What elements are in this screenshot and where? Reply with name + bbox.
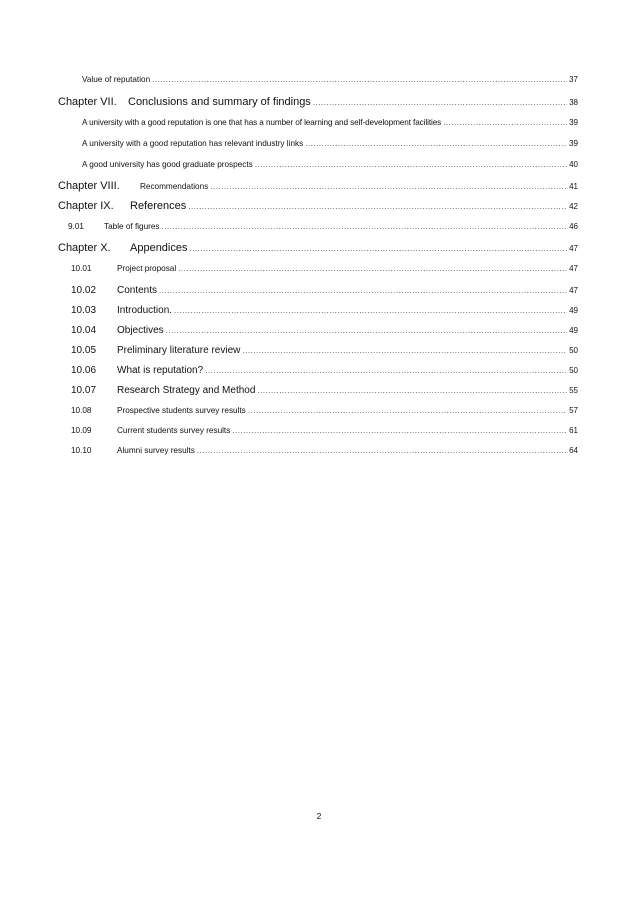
dot-leader [190, 244, 568, 253]
toc-entry-10-04[interactable] [71, 325, 578, 341]
toc-entry-title: Current students survey results [117, 426, 231, 435]
toc-entry-page: 37 [569, 75, 578, 84]
toc-entry-title: A university with a good reputation is one that has a number of learning and self-development facilities [82, 118, 442, 127]
toc-entry-chapter-vii[interactable] [58, 96, 578, 112]
toc-entry-graduate-prospects[interactable] [82, 160, 578, 176]
dot-leader [210, 182, 567, 191]
toc-entry-title: A university with a good reputation has relevant industry links [82, 139, 304, 148]
toc-entry-label: Chapter IX. [58, 200, 114, 212]
toc-entry-page: 49 [569, 306, 578, 315]
toc-entry-page: 41 [569, 182, 578, 191]
dot-leader [188, 202, 567, 211]
dot-leader [242, 346, 567, 355]
toc-entry-label: 10.07 [71, 385, 97, 396]
dot-leader [166, 326, 567, 335]
toc-entry-title: Preliminary literature review [117, 345, 241, 356]
toc-entry-label: 10.06 [71, 365, 97, 376]
dot-leader [255, 160, 567, 169]
toc-entry-title: Contents [117, 285, 158, 296]
dot-leader [162, 222, 568, 231]
toc-entry-label: 10.03 [71, 305, 97, 316]
toc-entry-value-of-reputation[interactable] [82, 75, 578, 91]
toc-entry-title: Project proposal [117, 264, 177, 273]
toc-entry-page: 39 [569, 118, 578, 127]
toc-entry-label: 10.10 [71, 446, 92, 455]
toc-entry-page: 40 [569, 160, 578, 169]
toc-entry-title: Prospective students survey results [117, 406, 246, 415]
toc-entry-learning-facilities[interactable] [82, 118, 578, 134]
toc-entry-10-06[interactable] [71, 365, 578, 381]
dot-leader [159, 286, 567, 295]
toc-entry-title: What is reputation? [117, 365, 204, 376]
toc-entry-page: 50 [569, 366, 578, 375]
toc-entry-title: Objectives [117, 325, 164, 336]
toc-entry-10-05[interactable] [71, 345, 578, 361]
toc-entry-page: 57 [569, 406, 578, 415]
dot-leader [257, 386, 567, 395]
toc-entry-chapter-ix[interactable] [58, 200, 578, 216]
toc-entry-page: 49 [569, 326, 578, 335]
dot-leader [197, 446, 567, 455]
toc-entry-title: Research Strategy and Method [117, 385, 256, 396]
toc-entry-title: Appendices [130, 242, 188, 254]
toc-entry-title: Table of figures [104, 222, 160, 231]
dot-leader [443, 118, 567, 127]
dot-leader [174, 306, 567, 315]
toc-entry-10-01[interactable] [71, 264, 578, 280]
toc-entry-title: A good university has good graduate prospects [82, 160, 253, 169]
toc-entry-10-03[interactable] [71, 305, 578, 321]
toc-entry-title: Alumni survey results [117, 446, 195, 455]
toc-entry-page: 38 [569, 98, 578, 107]
toc-entry-label: 10.08 [71, 406, 92, 415]
toc-entry-title: Value of reputation [82, 75, 151, 84]
toc-entry-page: 47 [569, 286, 578, 295]
dot-leader [313, 98, 567, 107]
dot-leader [305, 139, 567, 148]
toc-entry-page: 55 [569, 386, 578, 395]
toc-entry-title: Introduction. [117, 305, 173, 316]
toc-entry-label: 10.05 [71, 345, 97, 356]
toc-entry-page: 46 [569, 222, 578, 231]
toc-entry-title: References [130, 200, 187, 212]
toc-entry-label: 10.09 [71, 426, 92, 435]
dot-leader [232, 426, 567, 435]
toc-entry-industry-links[interactable] [82, 139, 578, 155]
toc-entry-10-02[interactable] [71, 285, 578, 301]
dot-leader [178, 264, 567, 273]
toc-entry-label: 10.01 [71, 264, 92, 273]
toc-entry-page: 39 [569, 139, 578, 148]
toc-entry-9-01[interactable] [68, 222, 578, 238]
toc-entry-page: 47 [569, 264, 578, 273]
toc-entry-10-10[interactable] [71, 446, 578, 462]
toc-entry-10-08[interactable] [71, 406, 578, 422]
toc-entry-label: 10.02 [71, 285, 97, 296]
toc-entry-label: Chapter VII. [58, 96, 117, 108]
toc-entry-title: Conclusions and summary of findings [128, 96, 311, 108]
toc-entry-page: 61 [569, 426, 578, 435]
toc-entry-label: Chapter X. [58, 242, 111, 254]
dot-leader [205, 366, 567, 375]
toc-entry-label: 10.04 [71, 325, 97, 336]
toc-entry-10-09[interactable] [71, 426, 578, 442]
dot-leader [248, 406, 567, 415]
toc-entry-title: Recommendations [140, 182, 209, 191]
toc-entry-label: Chapter VIII. [58, 180, 120, 192]
toc-entry-page: 47 [569, 244, 578, 253]
toc-entry-label: 9.01 [68, 222, 84, 231]
toc-entry-page: 64 [569, 446, 578, 455]
toc-entry-chapter-x[interactable] [58, 242, 578, 258]
toc-entry-chapter-viii[interactable] [58, 180, 578, 196]
toc-entry-page: 50 [569, 346, 578, 355]
page-number: 2 [316, 811, 322, 821]
toc-entry-10-07[interactable] [71, 385, 578, 401]
toc-entry-page: 42 [569, 202, 578, 211]
dot-leader [152, 75, 567, 84]
